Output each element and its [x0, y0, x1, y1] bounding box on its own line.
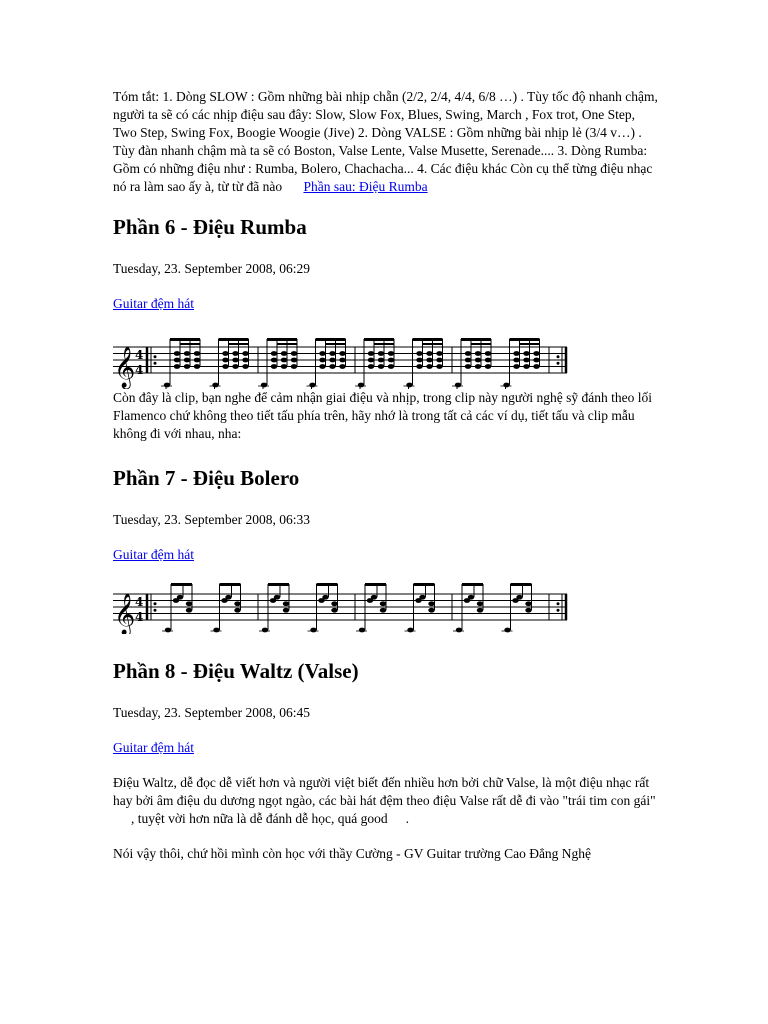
note-beam	[471, 343, 491, 345]
repeat-dot	[154, 602, 157, 605]
note-head	[533, 351, 539, 356]
note-head	[225, 595, 231, 600]
rumba-clip-text: Còn đây là clip, bạn nghe để cảm nhận giai điệu và nhịp, trong clip này người nghệ sỹ đánh theo lối Flamenco chứ không theo tiết tấu phía trên, hãy nhớ là trong tất cả các ví dụ, tiết tấu và clip mẫu không đi với nhau, nha:	[113, 390, 652, 441]
intro-paragraph	[113, 88, 659, 196]
note-beam	[171, 583, 192, 586]
note-beam	[374, 343, 394, 345]
note-beam	[511, 583, 532, 586]
note-head	[329, 358, 335, 363]
note-head	[419, 595, 425, 600]
note-head	[485, 351, 491, 356]
note-beam	[317, 583, 338, 586]
note-head	[242, 364, 248, 369]
note-head	[186, 601, 192, 606]
note-head	[283, 601, 289, 606]
note-beam	[326, 343, 346, 345]
note-head	[331, 601, 337, 606]
waltz-text-1-dot: .	[405, 811, 410, 826]
note-beam	[365, 583, 386, 586]
repeat-dot	[154, 355, 157, 358]
note-head	[291, 364, 297, 369]
note-head	[388, 358, 394, 363]
note-head	[523, 351, 529, 356]
note-head	[525, 601, 531, 606]
note-head	[416, 358, 422, 363]
next-part-link[interactable]: Phần sau: Điệu Rumba	[303, 179, 428, 194]
category-paragraph	[113, 295, 659, 313]
post-date: Tuesday, 23. September 2008, 06:33	[113, 512, 310, 527]
rumba-score-wrap	[113, 329, 659, 389]
note-head	[184, 351, 190, 356]
note-head	[329, 364, 335, 369]
note-head	[485, 358, 491, 363]
time-signature-bottom: 4	[135, 610, 144, 624]
note-head	[533, 364, 539, 369]
note-beam	[461, 338, 491, 341]
note-head	[378, 351, 384, 356]
repeat-dot	[557, 355, 560, 358]
note-head	[426, 364, 432, 369]
repeat-dot	[557, 609, 560, 612]
note-head	[485, 364, 491, 369]
note-head	[516, 595, 522, 600]
note-head	[477, 601, 483, 606]
section-title-bolero: Phần 7 - Điệu Bolero	[113, 466, 300, 490]
category-link[interactable]: Guitar đệm hát	[113, 740, 194, 755]
post-date: Tuesday, 23. September 2008, 06:29	[113, 261, 310, 276]
note-head	[380, 601, 386, 606]
note-head	[378, 364, 384, 369]
waltz-paragraph-1	[113, 774, 659, 828]
rumba-score	[109, 329, 571, 389]
note-head	[504, 628, 510, 633]
waltz-text-1: Điệu Waltz, dễ đọc dễ viết hơn và người việt biết đến nhiều hơn bởi chữ Valse, là một điệu nhạc rất hay bởi âm điệu du dương ngọt ngào, các bài hát đệm theo điệu Valse rất dễ đi vào "trái tim con gái"	[113, 775, 656, 808]
note-head	[455, 383, 461, 388]
note-head	[212, 383, 218, 388]
note-head	[436, 358, 442, 363]
note-beam	[364, 338, 394, 341]
rumba-clip-paragraph	[113, 389, 659, 443]
treble-clef-icon: 𝄞	[114, 347, 136, 388]
note-head	[281, 351, 287, 356]
note-head	[513, 351, 519, 356]
note-head	[194, 351, 200, 356]
note-head	[465, 351, 471, 356]
note-head	[475, 358, 481, 363]
note-head	[359, 628, 365, 633]
note-head	[513, 358, 519, 363]
note-head	[456, 628, 462, 633]
post-date: Tuesday, 23. September 2008, 06:45	[113, 705, 310, 720]
note-head	[232, 358, 238, 363]
note-beam	[423, 343, 443, 345]
note-beam	[219, 338, 249, 341]
note-head	[331, 608, 337, 613]
note-head	[426, 358, 432, 363]
note-head	[309, 383, 315, 388]
note-head	[174, 364, 180, 369]
note-beam	[277, 343, 297, 345]
note-head	[174, 358, 180, 363]
note-head	[523, 364, 529, 369]
waltz-text-2: Nói vậy thôi, chứ hồi mình còn học với thầy Cường - GV Guitar trường Cao Đẳng Nghệ	[113, 846, 592, 861]
note-head	[232, 351, 238, 356]
note-head	[339, 351, 345, 356]
note-head	[184, 364, 190, 369]
note-head	[339, 364, 345, 369]
note-head	[407, 628, 413, 633]
note-head	[234, 601, 240, 606]
note-head	[234, 608, 240, 613]
note-head	[388, 351, 394, 356]
bolero-score-wrap	[113, 578, 659, 634]
note-head	[368, 358, 374, 363]
note-head	[271, 358, 277, 363]
treble-clef-icon: 𝄞	[114, 594, 136, 634]
note-head	[271, 351, 277, 356]
article-content	[113, 88, 659, 863]
note-head	[329, 351, 335, 356]
note-head	[222, 351, 228, 356]
note-head	[194, 358, 200, 363]
note-head	[222, 364, 228, 369]
note-head	[291, 358, 297, 363]
note-head	[465, 358, 471, 363]
note-head	[281, 364, 287, 369]
note-head	[503, 383, 509, 388]
note-head	[242, 358, 248, 363]
note-head	[164, 383, 170, 388]
note-head	[477, 608, 483, 613]
note-head	[322, 595, 328, 600]
category-paragraph	[113, 546, 659, 564]
section-title-rumba: Phần 6 - Điệu Rumba	[113, 215, 307, 239]
note-head	[523, 358, 529, 363]
note-head	[416, 351, 422, 356]
note-head	[436, 351, 442, 356]
note-head	[475, 364, 481, 369]
note-head	[310, 628, 316, 633]
note-head	[416, 364, 422, 369]
note-head	[428, 601, 434, 606]
note-head	[261, 383, 267, 388]
note-head	[281, 358, 287, 363]
note-head	[339, 358, 345, 363]
section-title-waltz: Phần 8 - Điệu Waltz (Valse)	[113, 659, 359, 683]
note-head	[368, 364, 374, 369]
note-beam	[268, 583, 289, 586]
note-head	[319, 364, 325, 369]
note-head	[380, 608, 386, 613]
category-link[interactable]: Guitar đệm hát	[113, 547, 194, 562]
note-head	[358, 383, 364, 388]
note-head	[436, 364, 442, 369]
note-beam	[520, 343, 540, 345]
note-head	[475, 351, 481, 356]
note-head	[525, 608, 531, 613]
repeat-dot	[557, 362, 560, 365]
intro-text: Tóm tắt: 1. Dòng SLOW : Gồm những bài nhịp chẵn (2/2, 2/4, 4/4, 6/8 …) . Tùy tốc độ nhanh chậm, người ta sẽ có các nhịp điệu sau đây: Slow, Slow Fox, Blues, Swing, March , Fox trot, One Step, Two Step, Swing Fox, Boogie Woogie (Jive) 2. Dòng VALSE : Gồm những bài nhịp lẻ (3/4 v…) . Tùy đàn nhanh chậm mà ta sẽ có Boston, Valse Lente, Valse Musette, Serenade.... 3. Dòng Rumba: Gồm có những điệu như : Rumba, Bolero, Chachacha... 4. Các điệu khác Còn cụ thể từng điệu nhạc nó ra làm sao ấy à, từ từ đã nào	[113, 89, 658, 194]
time-signature-top: 4	[135, 595, 144, 609]
note-beam	[229, 343, 249, 345]
note-beam	[510, 338, 540, 341]
note-head	[271, 364, 277, 369]
note-head	[371, 595, 377, 600]
category-paragraph	[113, 739, 659, 757]
note-beam	[462, 583, 483, 586]
note-beam	[316, 338, 346, 341]
waltz-text-1-end: , tuyệt vời hơn nữa là dễ đánh dễ học, quá good	[131, 811, 388, 826]
note-head	[465, 364, 471, 369]
note-head	[319, 351, 325, 356]
note-beam	[414, 583, 435, 586]
note-head	[274, 595, 280, 600]
time-signature-bottom: 4	[135, 363, 144, 377]
note-beam	[267, 338, 297, 341]
note-head	[186, 608, 192, 613]
note-head	[291, 351, 297, 356]
note-beam	[170, 338, 200, 341]
note-head	[283, 608, 289, 613]
note-head	[262, 628, 268, 633]
note-head	[174, 351, 180, 356]
bolero-score	[109, 578, 571, 634]
note-head	[388, 364, 394, 369]
note-head	[213, 628, 219, 633]
note-head	[165, 628, 171, 633]
note-head	[468, 595, 474, 600]
note-beam	[220, 583, 241, 586]
note-head	[428, 608, 434, 613]
note-head	[194, 364, 200, 369]
repeat-dot	[154, 609, 157, 612]
note-head	[242, 351, 248, 356]
note-head	[513, 364, 519, 369]
note-head	[406, 383, 412, 388]
note-beam	[180, 343, 200, 345]
time-signature-top: 4	[135, 348, 144, 362]
repeat-dot	[557, 602, 560, 605]
note-head	[533, 358, 539, 363]
repeat-dot	[154, 362, 157, 365]
note-head	[368, 351, 374, 356]
note-head	[177, 595, 183, 600]
note-head	[319, 358, 325, 363]
note-head	[184, 358, 190, 363]
note-head	[232, 364, 238, 369]
note-head	[222, 358, 228, 363]
note-head	[426, 351, 432, 356]
note-head	[378, 358, 384, 363]
waltz-paragraph-2	[113, 845, 659, 863]
note-beam	[413, 338, 443, 341]
category-link[interactable]: Guitar đệm hát	[113, 296, 194, 311]
